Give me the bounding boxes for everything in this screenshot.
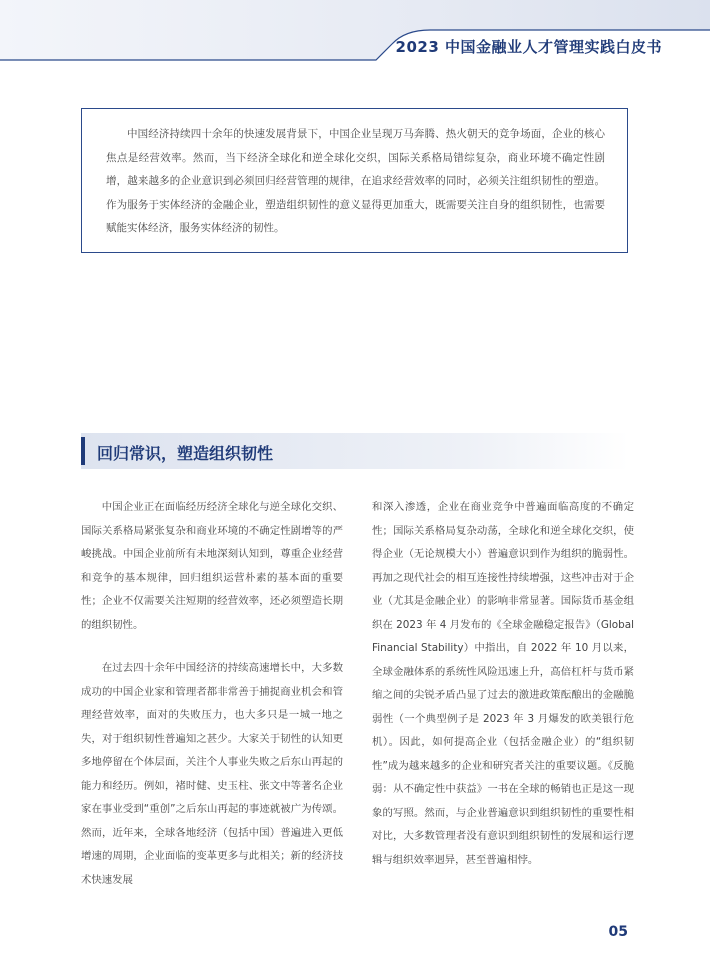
section-title: 回归常识，塑造组织韧性	[97, 444, 274, 463]
document-title: 2023 中国金融业人才管理实践白皮书	[395, 38, 662, 56]
body-column-left	[81, 496, 343, 912]
body-paragraph: 在过去四十余年中国经济的持续高速增长中，大多数成功的中国企业家和管理者都非常善于捕捉商业机会和管理经营效率，面对的失败压力，也大多只是一城一地之失，对于组织韧性普遍知之甚少。大家关于韧性的认知更多地停留在个体层面，关注个人事业失败之后东山再起的能力和经历。例如，褚时健、史玉柱、张文中等著名企业家在事业受到“重创”之后东山再起的事迹就被广为传颂。然而，近年来，全球各地经济（包括中国）普遍进入更低增速的周期，企业面临的变革更多与此相关；新的经济技术快速发展	[81, 662, 343, 886]
page-number: 05	[608, 924, 628, 940]
intro-summary-box	[81, 108, 628, 253]
intro-text: 中国经济持续四十余年的快速发展背景下，中国企业呈现万马奔腾、热火朝天的竞争场面，企业的核心焦点是经营效率。然而，当下经济全球化和逆全球化交织，国际关系格局错综复杂，商业环境不确定性剧增，越来越多的企业意识到必须回归经营管理的规律，在追求经营效率的同时，必须关注组织韧性的塑造。作为服务于实体经济的金融企业，塑造组织韧性的意义显得更加重大，既需要关注自身的组织韧性，也需要赋能实体经济，服务实体经济的韧性。	[106, 128, 605, 234]
section-accent-bar	[81, 437, 85, 465]
body-paragraph: 中国企业正在面临经历经济全球化与逆全球化交织、国际关系格局紧张复杂和商业环境的不确定性剧增等的严峻挑战。中国企业前所有未地深刻认知到，尊重企业经营和竞争的基本规律，回归组织运营朴素的基本面的重要性；企业不仅需要关注短期的经营效率，还必须塑造长期的组织韧性。	[81, 501, 343, 631]
body-paragraph: 和深入渗透，企业在商业竞争中普遍面临高度的不确定性；国际关系格局复杂动荡，全球化和逆全球化交织，使得企业（无论规模大小）普遍意识到作为组织的脆弱性。再加之现代社会的相互连接性持续增强，这些冲击对于企业（尤其是金融企业）的影响非常显著。国际货币基金组织在 2023 年 4 月发布的《全球金融稳定报告》（Global Financial Stability）中指出，自 2022 年 10 月以来，全球金融体系的系统性风险迅速上升，高倍杠杆与货币紧缩之间的尖锐矛盾凸显了过去的激进政策酝酿出的金融脆弱性（一个典型例子是 2023 年 3 月爆发的欧美银行危机）。因此，如何提高企业（包括金融企业）的“组织韧性”成为越来越多的企业和研究者关注的重要议题。《反脆弱：从不确定性中获益》一书在全球的畅销也正是这一现象的写照。然而，与企业普遍意识到组织韧性的重要性相对比，大多数管理者没有意识到组织韧性的发展和运行逻辑与组织效率迥异，甚至普遍相悖。	[372, 501, 634, 866]
body-column-right	[372, 496, 634, 892]
